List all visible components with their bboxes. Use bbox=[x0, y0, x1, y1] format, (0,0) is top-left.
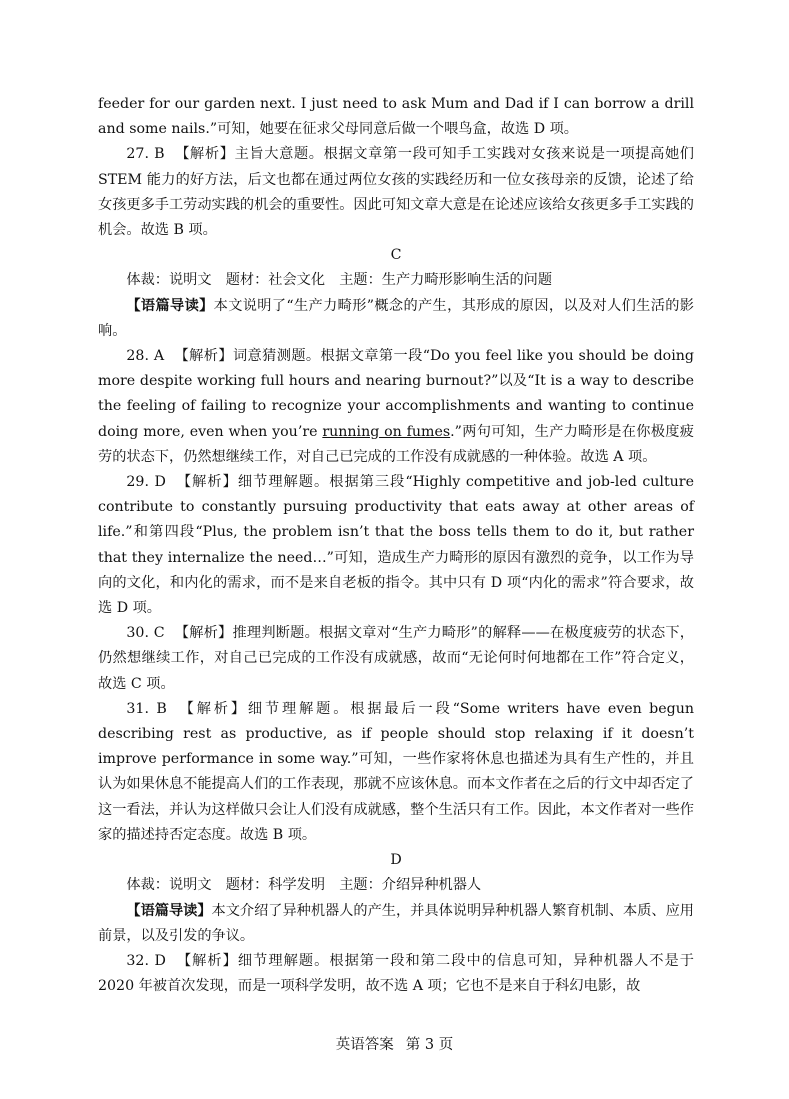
answer-29 bbox=[98, 470, 694, 621]
section-c-genre: 体裁：说明文 题材：社会文化 主题：生产力畸形影响生活的问题 bbox=[126, 272, 553, 289]
analysis-text: 细节理解题。根据第一段和第二段中的信息可知，异种机器人不是于 2020 年被首次发现，而是一项科学发明，故不选 A 项；它也不是来自于科幻电影，故 bbox=[98, 952, 694, 995]
answer-number: 29. D bbox=[126, 474, 166, 491]
footer-subject: 英语答案 bbox=[335, 1037, 394, 1053]
section-letter-c: C bbox=[390, 247, 402, 264]
analysis-text: 细节理解题。根据最后一段“Some writers have even begun describing rest as productive, as if people should stop relaxing if it doesn’t improve performance in some way.”可知，一些作家将休息也描述为具有生产性的，并且认为如果休息不能提高人们的工作表现，那就不应该休息。而本文作者在之后的行文中却否定了这一看法，并认为这样做只会让人们没有成就感，整个生活只有工作。因此，本文作者对一些作家的描述持否定态度。故选 B 项。 bbox=[98, 700, 694, 843]
section-d-genre: 体裁：说明文 题材：科学发明 主题：介绍异种机器人 bbox=[126, 877, 482, 894]
analysis-text: 主旨大意题。根据文章第一段可知手工实践对女孩来说是一项提高她们 STEM 能力的好方法，后文也都在通过两位女孩的实践经历和一位女孩母亲的反馈，论述了给女孩更多手工劳动实践的机会的重要性。因此可知文章大意是在论述应该给女孩更多手工实践的机会。故选 B 项。 bbox=[98, 146, 694, 239]
analysis-tag: 【解析】 bbox=[175, 952, 238, 969]
page-footer bbox=[0, 1033, 789, 1054]
answer-32 bbox=[98, 949, 694, 999]
answer-28 bbox=[98, 344, 694, 470]
analysis-tag: 【解析】 bbox=[176, 700, 248, 717]
analysis-text: 推理判断题。根据文章对“生产力畸形”的解释——在极度疲劳的状态下，仍然想继续工作，对自己已完成的工作没有成就感，故而“无论何时何地都在工作”符合定义，故选 C 项。 bbox=[98, 625, 694, 692]
answer-number: 31. B bbox=[126, 700, 167, 717]
guide-tag: 【语篇导读】 bbox=[126, 297, 214, 314]
section-c-guide bbox=[98, 294, 694, 344]
underlined-phrase: running on fumes bbox=[322, 423, 451, 440]
section-d-guide bbox=[98, 899, 694, 949]
answer-30 bbox=[98, 621, 694, 697]
answer-number: 30. C bbox=[126, 625, 165, 642]
section-letter-d: D bbox=[390, 852, 402, 869]
answer-number: 28. A bbox=[126, 348, 165, 365]
analysis-text-cont: .”两句可知，生产力畸形是在你极度疲劳的状态下，仍然想继续工作，对自己已完成的工作没有成就感的一种体验。故选 A 项。 bbox=[98, 423, 694, 465]
footer-page-number: 第 3 页 bbox=[405, 1037, 454, 1053]
analysis-tag: 【解析】 bbox=[175, 474, 238, 491]
guide-text: 本文介绍了异种机器人的产生，并具体说明异种机器人繁育机制、本质、应用前景，以及引发的争议。 bbox=[98, 902, 694, 944]
paragraph-q26-tail: feeder for our garden next. I just need to ask Mum and Dad if I can borrow a drill and some nails.”可知，她要在征求父母同意后做一个喂鸟盒，故选 D 项。 bbox=[98, 96, 694, 138]
analysis-text: 词意猜测题。根据文章第一段“Do you feel like you should be doing more despite working full hours and nearing burnout?”以及“It is a way to describe the feeling of failing to recognize your accomplishments and wanting to continue doing more, even when you’re bbox=[98, 348, 694, 440]
guide-tag: 【语篇导读】 bbox=[126, 902, 212, 919]
analysis-text: 细节理解题。根据第三段“Highly competitive and job-led culture contribute to constantly pursuing productivity that eats away at other areas of life.”和第四段“Plus, the problem isn’t that the boss tells them to do it, but rather that they internalize the need…”可知，造成生产力畸形的原因有激烈的竞争，以工作为导向的文化，和内化的需求，而不是来自老板的指令。其中只有 D 项“内化的需求”符合要求，故选 D 项。 bbox=[98, 474, 694, 617]
analysis-tag: 【解析】 bbox=[174, 146, 235, 163]
answer-number: 27. B bbox=[126, 146, 165, 163]
answer-number: 32. D bbox=[126, 952, 166, 969]
analysis-tag: 【解析】 bbox=[174, 625, 233, 642]
guide-text: 本文说明了“生产力畸形”概念的产生，其形成的原因，以及对人们生活的影响。 bbox=[98, 297, 694, 339]
analysis-tag: 【解析】 bbox=[174, 348, 233, 365]
answer-31 bbox=[98, 697, 694, 848]
answer-page-content bbox=[98, 92, 694, 999]
answer-27 bbox=[98, 142, 694, 243]
